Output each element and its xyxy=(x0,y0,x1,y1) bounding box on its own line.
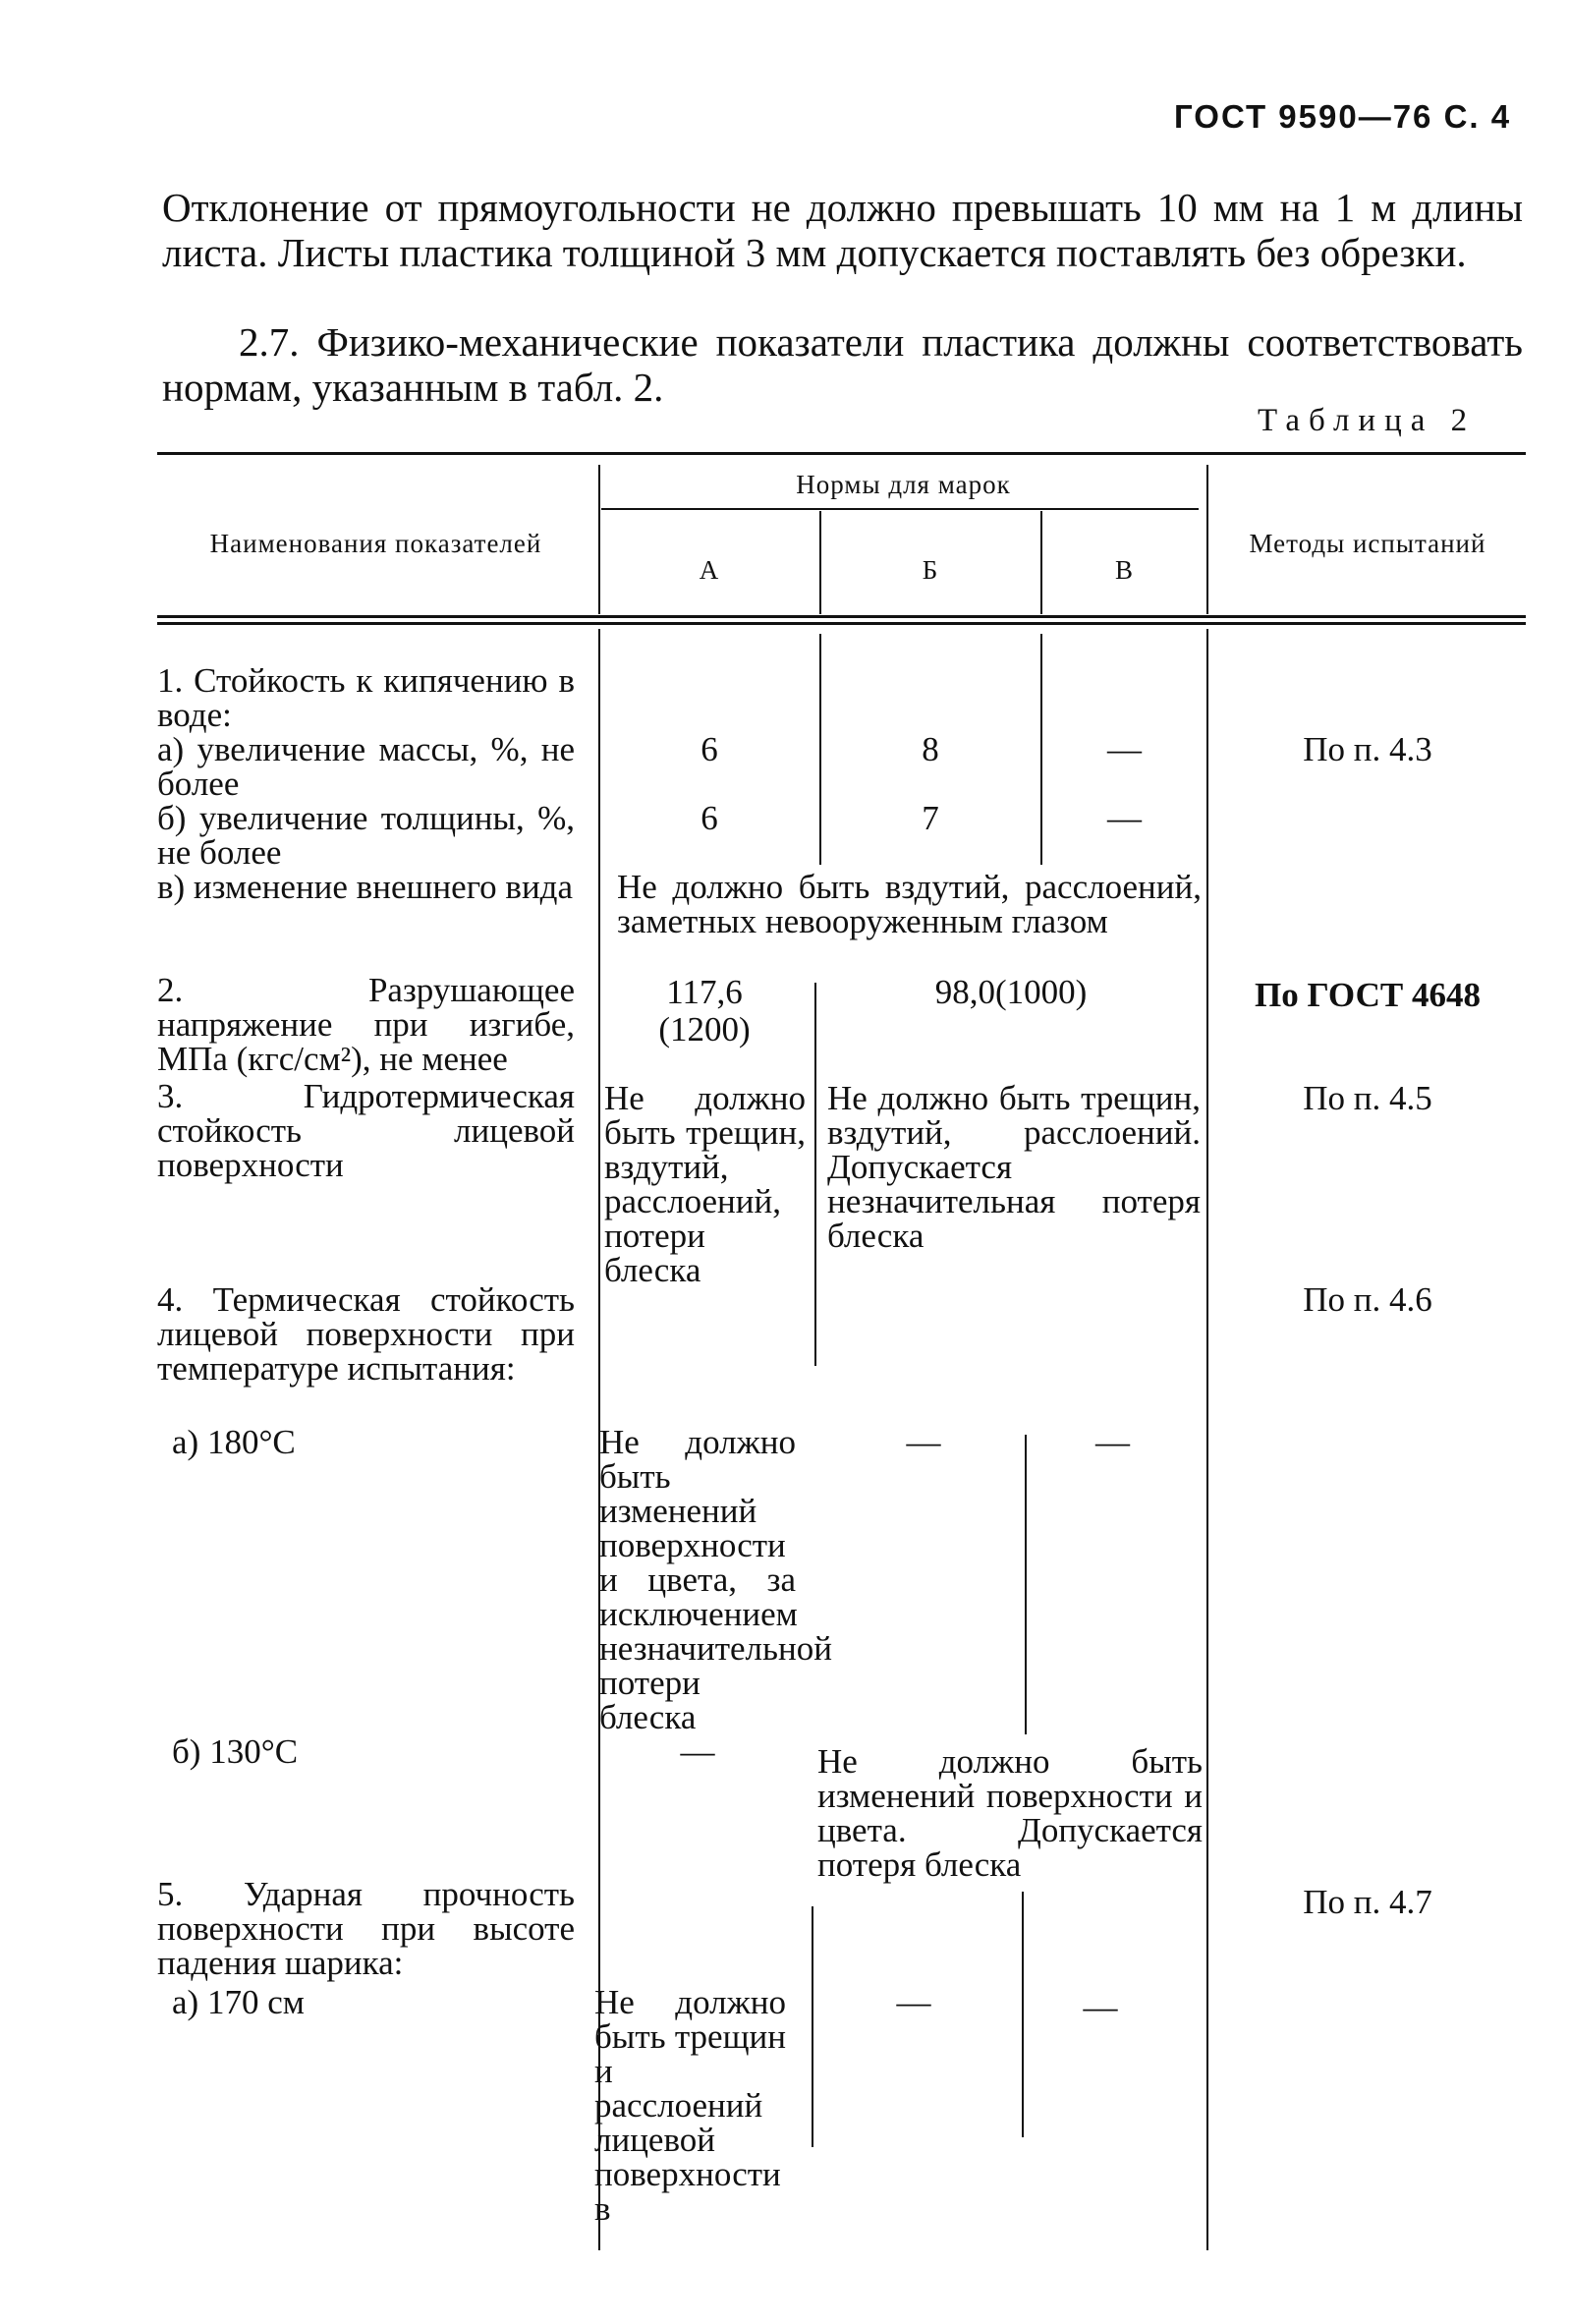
row-4b-grade-a: — xyxy=(680,1732,715,1771)
row-3-grade-bv: Не должно быть трещин, вздутий, расслоений. Допускается незначительная потеря блеска xyxy=(827,1079,1201,1255)
row-1-method: По п. 4.3 xyxy=(1303,730,1432,768)
page-header: ГОСТ 9590—76 С. 4 xyxy=(1174,98,1512,135)
header-divider-name xyxy=(598,465,600,614)
row-5-name: 5. Ударная прочность поверхности при высоте падения шарика: xyxy=(157,1875,575,1982)
paragraph-2: 2.7. Физико-механические показатели пластика должны соответствовать нормам, указанным в табл. 2. xyxy=(162,319,1523,410)
body-divider-v xyxy=(1206,629,1208,2250)
row-2-grade-a-value: 117,6 xyxy=(666,973,743,1011)
row-4a-grade-a: Не должно быть изменений поверхности и цвета, за исключением незначительной потери блеска xyxy=(599,1423,832,1736)
paragraph-1: Отклонение от прямоугольности не должно превышать 10 мм на 1 м длины листа. Листы пластика толщиной 3 мм допускается поставлять без обрезки. xyxy=(162,185,1523,275)
norms-group-rule xyxy=(601,508,1199,510)
row-5-method: По п. 4.7 xyxy=(1303,1883,1432,1921)
row-2-method: По ГОСТ 4648 xyxy=(1255,976,1481,1014)
header-grade-a: А xyxy=(699,555,720,585)
header-norms-group: Нормы для марок xyxy=(796,470,1011,499)
row-1a-grade-a: 6 xyxy=(700,730,718,768)
body-divider-a-seg1 xyxy=(819,634,821,865)
body-divider-b-seg1 xyxy=(1040,634,1042,865)
row-1-title: 1. Стойкость к кипячению в воде: xyxy=(157,661,575,734)
body-divider-a-seg2 xyxy=(814,983,816,1366)
row-5a-grade-a: Не должно быть трещин и расслоений лицевой поверхности в xyxy=(594,1983,786,2228)
header-divider-b xyxy=(1040,511,1042,614)
header-divider-a xyxy=(819,511,821,614)
body-divider-b-seg3 xyxy=(1022,1892,1024,2137)
row-2-grade-bv: 98,0(1000) xyxy=(934,973,1088,1011)
row-2-name: 2. Разрушающее напряжение при изгибе, МПа (кгс/см²), не менее xyxy=(157,971,575,1078)
row-4b-name: б) 130°С xyxy=(172,1732,299,1771)
row-1b-grade-v: — xyxy=(1107,799,1142,837)
header-bottom-rule-2 xyxy=(157,622,1526,625)
row-1a-grade-v: — xyxy=(1107,730,1142,768)
row-1c-norm: Не должно быть вздутий, расслоений, заметных невооруженным глазом xyxy=(617,868,1202,940)
row-4a-grade-b: — xyxy=(906,1423,941,1461)
body-divider-a-seg3 xyxy=(812,1906,813,2147)
row-3-name: 3. Гидротермическая стойкость лицевой поверхности xyxy=(157,1077,575,1184)
row-5a-grade-b: — xyxy=(896,1983,931,2021)
body-divider-b-seg2 xyxy=(1025,1435,1027,1734)
row-3-grade-a: Не должно быть трещин, вздутий, расслоений, потери блеска xyxy=(604,1079,806,1289)
row-1b-grade-a: 6 xyxy=(700,799,718,837)
row-1b-grade-b: 7 xyxy=(922,799,939,837)
row-4-method: По п. 4.6 xyxy=(1303,1280,1432,1319)
row-2-grade-a-kgs: (1200) xyxy=(658,1010,751,1049)
row-4a-name: а) 180°С xyxy=(172,1423,296,1461)
table-caption: Таблица 2 xyxy=(1258,403,1477,438)
row-5a-grade-v: — xyxy=(1083,1988,1118,2026)
row-5a-name: а) 170 см xyxy=(172,1983,305,2021)
row-3-method: По п. 4.5 xyxy=(1303,1079,1432,1117)
row-4-name: 4. Термическая стойкость лицевой поверхности при температуре испытания: xyxy=(157,1280,575,1388)
row-1c-name: в) изменение внешнего вида xyxy=(157,868,574,906)
table-top-rule xyxy=(157,452,1526,455)
header-bottom-rule-1 xyxy=(157,615,1526,618)
row-1a-name: а) увеличение массы, %, не более xyxy=(157,730,575,803)
header-methods: Методы испытаний xyxy=(1249,529,1486,558)
row-1b-name: б) увеличение толщины, %, не более xyxy=(157,799,575,872)
row-1a-grade-b: 8 xyxy=(922,730,939,768)
header-name: Наименования показателей xyxy=(209,529,542,558)
row-4a-grade-v: — xyxy=(1095,1423,1130,1461)
header-divider-v xyxy=(1206,465,1208,614)
header-grade-b: Б xyxy=(922,555,939,585)
header-grade-v: В xyxy=(1114,555,1134,585)
row-4b-grade-bv: Не должно быть изменений поверхности и цвета. Допускается потеря блеска xyxy=(817,1742,1203,1884)
